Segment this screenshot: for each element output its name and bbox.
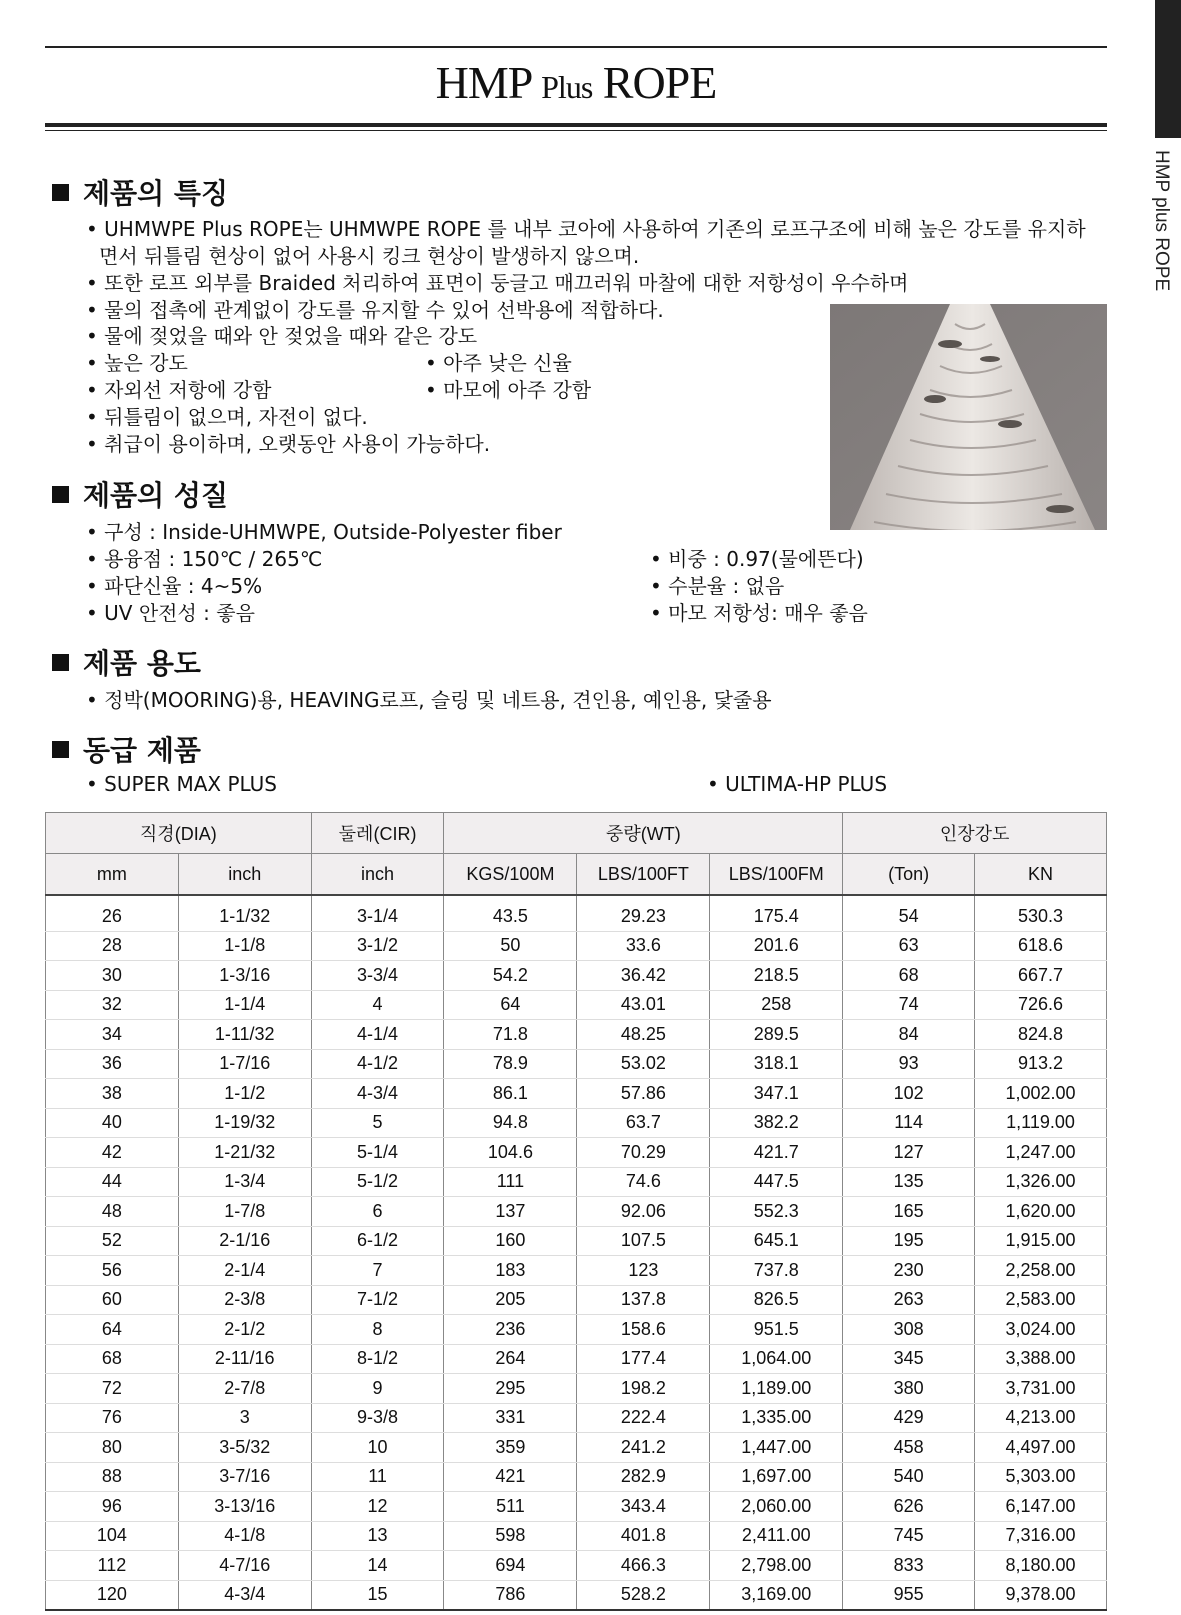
section-heading-equivalents — [52, 729, 201, 769]
table-cell: 726.6 — [975, 990, 1107, 1020]
table-cell: 15 — [311, 1580, 444, 1610]
table-cell: 4,213.00 — [975, 1403, 1107, 1433]
feature-line: • 아주 낮은 신율 — [425, 347, 572, 376]
table-row — [46, 1256, 1107, 1286]
features-heading-text: 제품의 특징 — [83, 177, 228, 210]
section-heading-properties — [52, 474, 228, 514]
table-cell: 833 — [843, 1551, 975, 1581]
side-label — [1150, 150, 1180, 310]
table-cell: 8,180.00 — [975, 1551, 1107, 1581]
table-cell: 2-11/16 — [178, 1344, 311, 1374]
title-rule-thick — [45, 123, 1107, 127]
table-cell: 54.2 — [444, 961, 577, 991]
table-cell: 86.1 — [444, 1079, 577, 1109]
table-cell: 382.2 — [710, 1108, 843, 1138]
table-cell: 2,583.00 — [975, 1285, 1107, 1315]
table-row — [46, 1285, 1107, 1315]
col-group-cir: 둘레(CIR) — [311, 813, 444, 854]
table-row — [46, 1138, 1107, 1168]
page-title — [45, 56, 1107, 109]
table-cell: 694 — [444, 1551, 577, 1581]
table-cell: 289.5 — [710, 1020, 843, 1050]
table-cell: 137 — [444, 1197, 577, 1227]
table-cell: 626 — [843, 1492, 975, 1522]
table-cell: 43.01 — [577, 990, 710, 1020]
equivalent-item: • SUPER MAX PLUS — [86, 772, 277, 796]
table-row — [46, 1226, 1107, 1256]
table-cell: 3-1/2 — [311, 931, 444, 961]
feature-line: • 물의 접촉에 관계없이 강도를 유지할 수 있어 선박용에 적합하다. — [86, 294, 664, 323]
table-cell: 667.7 — [975, 961, 1107, 991]
table-cell: 177.4 — [577, 1344, 710, 1374]
table-cell: 264 — [444, 1344, 577, 1374]
table-row — [46, 1403, 1107, 1433]
table-row — [46, 1108, 1107, 1138]
table-cell: 3,024.00 — [975, 1315, 1107, 1345]
table-cell: 78.9 — [444, 1049, 577, 1079]
table-cell: 230 — [843, 1256, 975, 1286]
table-cell: 241.2 — [577, 1433, 710, 1463]
table-body — [46, 895, 1107, 1610]
table-cell: 135 — [843, 1167, 975, 1197]
col-header: mm — [46, 854, 179, 896]
table-row — [46, 1374, 1107, 1404]
table-cell: 50 — [444, 931, 577, 961]
table-row — [46, 1492, 1107, 1522]
equivalent-item: • ULTIMA-HP PLUS — [707, 772, 887, 796]
table-cell: 70.29 — [577, 1138, 710, 1168]
table-cell: 114 — [843, 1108, 975, 1138]
table-cell: 137.8 — [577, 1285, 710, 1315]
title-rule-thin — [45, 130, 1107, 131]
table-cell: 1-7/8 — [178, 1197, 311, 1227]
table-cell: 42 — [46, 1138, 179, 1168]
table-cell: 645.1 — [710, 1226, 843, 1256]
table-cell: 401.8 — [577, 1521, 710, 1551]
table-cell: 913.2 — [975, 1049, 1107, 1079]
table-cell: 1-19/32 — [178, 1108, 311, 1138]
table-cell: 195 — [843, 1226, 975, 1256]
table-cell: 1-1/4 — [178, 990, 311, 1020]
table-cell: 511 — [444, 1492, 577, 1522]
table-cell: 104 — [46, 1521, 179, 1551]
table-cell: 183 — [444, 1256, 577, 1286]
table-cell: 552.3 — [710, 1197, 843, 1227]
table-cell: 28 — [46, 931, 179, 961]
rope-photo — [830, 304, 1107, 530]
table-cell: 4,497.00 — [975, 1433, 1107, 1463]
table-row — [46, 1433, 1107, 1463]
table-cell: 9,378.00 — [975, 1580, 1107, 1610]
property-line: • 구성 : Inside-UHMWPE, Outside-Polyester fiber — [86, 516, 562, 545]
table-cell: 72 — [46, 1374, 179, 1404]
table-cell: 466.3 — [577, 1551, 710, 1581]
table-cell: 5,303.00 — [975, 1462, 1107, 1492]
table-cell: 158.6 — [577, 1315, 710, 1345]
table-cell: 1,064.00 — [710, 1344, 843, 1374]
table-cell: 48 — [46, 1197, 179, 1227]
table-row — [46, 1580, 1107, 1610]
table-cell: 30 — [46, 961, 179, 991]
table-cell: 71.8 — [444, 1020, 577, 1050]
table-cell: 2-1/16 — [178, 1226, 311, 1256]
table-cell: 1-1/32 — [178, 895, 311, 931]
table-cell: 1-7/16 — [178, 1049, 311, 1079]
table-cell: 2,798.00 — [710, 1551, 843, 1581]
col-header: KGS/100M — [444, 854, 577, 896]
table-row — [46, 1344, 1107, 1374]
table-cell: 104.6 — [444, 1138, 577, 1168]
table-cell: 43.5 — [444, 895, 577, 931]
feature-line: • 또한 로프 외부를 Braided 처리하여 표면이 둥글고 매끄러워 마찰에 대한 저항성이 우수하며 — [86, 267, 908, 296]
table-cell: 4 — [311, 990, 444, 1020]
table-cell: 63 — [843, 931, 975, 961]
table-cell: 1-1/8 — [178, 931, 311, 961]
table-cell: 4-1/4 — [311, 1020, 444, 1050]
table-cell: 9 — [311, 1374, 444, 1404]
table-row — [46, 931, 1107, 961]
table-cell: 175.4 — [710, 895, 843, 931]
table-cell: 36.42 — [577, 961, 710, 991]
table-cell: 52 — [46, 1226, 179, 1256]
table-row — [46, 961, 1107, 991]
table-cell: 4-7/16 — [178, 1551, 311, 1581]
table-cell: 64 — [46, 1315, 179, 1345]
table-cell: 111 — [444, 1167, 577, 1197]
table-cell: 26 — [46, 895, 179, 931]
table-cell: 1-21/32 — [178, 1138, 311, 1168]
table-cell: 4-3/4 — [311, 1079, 444, 1109]
table-cell: 74.6 — [577, 1167, 710, 1197]
property-line: • UV 안전성 : 좋음 — [86, 597, 255, 626]
table-row — [46, 990, 1107, 1020]
table-cell: 421.7 — [710, 1138, 843, 1168]
table-cell: 5 — [311, 1108, 444, 1138]
table-cell: 92.06 — [577, 1197, 710, 1227]
table-cell: 11 — [311, 1462, 444, 1492]
table-row — [46, 1079, 1107, 1109]
table-cell: 7 — [311, 1256, 444, 1286]
table-cell: 68 — [843, 961, 975, 991]
table-cell: 258 — [710, 990, 843, 1020]
table-cell: 2,060.00 — [710, 1492, 843, 1522]
table-cell: 2,258.00 — [975, 1256, 1107, 1286]
table-cell: 160 — [444, 1226, 577, 1256]
table-cell: 48.25 — [577, 1020, 710, 1050]
table-cell: 222.4 — [577, 1403, 710, 1433]
table-row — [46, 1315, 1107, 1345]
table-cell: 57.86 — [577, 1079, 710, 1109]
table-cell: 308 — [843, 1315, 975, 1345]
table-cell: 598 — [444, 1521, 577, 1551]
table-cell: 745 — [843, 1521, 975, 1551]
table-cell: 3-5/32 — [178, 1433, 311, 1463]
table-cell: 84 — [843, 1020, 975, 1050]
table-cell: 955 — [843, 1580, 975, 1610]
table-cell: 3,731.00 — [975, 1374, 1107, 1404]
table-cell: 2-1/4 — [178, 1256, 311, 1286]
table-cell: 53.02 — [577, 1049, 710, 1079]
table-cell: 5-1/2 — [311, 1167, 444, 1197]
table-cell: 826.5 — [710, 1285, 843, 1315]
table-cell: 198.2 — [577, 1374, 710, 1404]
table-cell: 94.8 — [444, 1108, 577, 1138]
table-cell: 263 — [843, 1285, 975, 1315]
col-header: LBS/100FT — [577, 854, 710, 896]
equivalents-heading-text: 동급 제품 — [83, 734, 201, 767]
col-group-wt: 중량(WT) — [444, 813, 843, 854]
table-cell: 2-1/2 — [178, 1315, 311, 1345]
rope-photo-graphic — [830, 304, 1107, 530]
table-cell: 2-7/8 — [178, 1374, 311, 1404]
table-group-header-row — [46, 813, 1107, 854]
feature-line: • 뒤틀림이 없으며, 자전이 없다. — [86, 401, 368, 430]
square-bullet-icon — [52, 486, 69, 503]
table-cell: 1,915.00 — [975, 1226, 1107, 1256]
table-cell: 1,326.00 — [975, 1167, 1107, 1197]
table-row — [46, 1049, 1107, 1079]
property-line: • 비중 : 0.97(물에뜬다) — [650, 543, 864, 572]
table-cell: 458 — [843, 1433, 975, 1463]
table-cell: 6-1/2 — [311, 1226, 444, 1256]
usage-heading-text: 제품 용도 — [83, 647, 201, 680]
table-cell: 347.1 — [710, 1079, 843, 1109]
table-cell: 120 — [46, 1580, 179, 1610]
title-plus: Plus — [541, 69, 593, 105]
table-cell: 1,189.00 — [710, 1374, 843, 1404]
table-cell: 1-3/16 — [178, 961, 311, 991]
property-line: • 파단신율 : 4~5% — [86, 570, 262, 599]
spec-table — [45, 812, 1107, 1611]
table-cell: 33.6 — [577, 931, 710, 961]
properties-heading-text: 제품의 성질 — [83, 479, 228, 512]
table-cell: 618.6 — [975, 931, 1107, 961]
table-cell: 540 — [843, 1462, 975, 1492]
table-cell: 96 — [46, 1492, 179, 1522]
table-row — [46, 895, 1107, 931]
table-cell: 36 — [46, 1049, 179, 1079]
table-cell: 127 — [843, 1138, 975, 1168]
table-cell: 201.6 — [710, 931, 843, 961]
table-cell: 9-3/8 — [311, 1403, 444, 1433]
table-row — [46, 1551, 1107, 1581]
table-cell: 80 — [46, 1433, 179, 1463]
table-cell: 359 — [444, 1433, 577, 1463]
table-cell: 14 — [311, 1551, 444, 1581]
col-header: inch — [178, 854, 311, 896]
title-rope: ROPE — [602, 57, 717, 108]
table-cell: 8 — [311, 1315, 444, 1345]
table-cell: 6 — [311, 1197, 444, 1227]
square-bullet-icon — [52, 184, 69, 201]
table-cell: 74 — [843, 990, 975, 1020]
table-row — [46, 1197, 1107, 1227]
table-cell: 331 — [444, 1403, 577, 1433]
table-cell: 112 — [46, 1551, 179, 1581]
section-heading-features — [52, 172, 228, 212]
table-cell: 5-1/4 — [311, 1138, 444, 1168]
feature-line: • 자외선 저항에 강함 — [86, 374, 271, 403]
property-line: • 마모 저항성: 매우 좋음 — [650, 597, 868, 626]
table-cell: 1-1/2 — [178, 1079, 311, 1109]
table-cell: 93 — [843, 1049, 975, 1079]
table-cell: 530.3 — [975, 895, 1107, 931]
col-header: inch — [311, 854, 444, 896]
feature-line: • 마모에 아주 강함 — [425, 374, 591, 403]
table-cell: 40 — [46, 1108, 179, 1138]
table-cell: 1-11/32 — [178, 1020, 311, 1050]
table-cell: 8-1/2 — [311, 1344, 444, 1374]
table-cell: 380 — [843, 1374, 975, 1404]
side-label-text: HMP plus ROPE — [1151, 150, 1172, 292]
table-sub-header-row — [46, 854, 1107, 896]
col-header: (Ton) — [843, 854, 975, 896]
section-heading-usage — [52, 642, 201, 682]
table-cell: 786 — [444, 1580, 577, 1610]
table-cell: 32 — [46, 990, 179, 1020]
table-cell: 12 — [311, 1492, 444, 1522]
property-line: • 수분율 : 없음 — [650, 570, 784, 599]
table-cell: 295 — [444, 1374, 577, 1404]
side-tab-marker — [1155, 0, 1181, 138]
table-cell: 345 — [843, 1344, 975, 1374]
col-group-strength: 인장강도 — [843, 813, 1107, 854]
table-cell: 447.5 — [710, 1167, 843, 1197]
table-cell: 63.7 — [577, 1108, 710, 1138]
table-cell: 68 — [46, 1344, 179, 1374]
table-cell: 824.8 — [975, 1020, 1107, 1050]
table-cell: 1,119.00 — [975, 1108, 1107, 1138]
table-cell: 1,447.00 — [710, 1433, 843, 1463]
feature-line: • 물에 젖었을 때와 안 젖었을 때와 같은 강도 — [86, 320, 477, 349]
top-rule — [45, 46, 1107, 48]
table-cell: 4-3/4 — [178, 1580, 311, 1610]
table-cell: 10 — [311, 1433, 444, 1463]
table-cell: 528.2 — [577, 1580, 710, 1610]
table-cell: 6,147.00 — [975, 1492, 1107, 1522]
table-row — [46, 1521, 1107, 1551]
table-cell: 343.4 — [577, 1492, 710, 1522]
property-line: • 용융점 : 150℃ / 265℃ — [86, 543, 322, 572]
feature-line: • UHMWPE Plus ROPE는 UHMWPE ROPE 를 내부 코아에 사용하여 기존의 로프구조에 비해 높은 강도를 유지하 — [86, 213, 1086, 242]
table-cell: 4-1/8 — [178, 1521, 311, 1551]
table-cell: 88 — [46, 1462, 179, 1492]
table-cell: 236 — [444, 1315, 577, 1345]
table-cell: 56 — [46, 1256, 179, 1286]
feature-line: 면서 뒤틀림 현상이 없어 사용시 킹크 현상이 발생하지 않으며. — [99, 244, 640, 268]
table-cell: 2-3/8 — [178, 1285, 311, 1315]
table-cell: 44 — [46, 1167, 179, 1197]
table-cell: 4-1/2 — [311, 1049, 444, 1079]
table-cell: 7,316.00 — [975, 1521, 1107, 1551]
usage-line: • 정박(MOORING)용, HEAVING로프, 슬링 및 네트용, 견인용, 예인용, 닻줄용 — [86, 684, 772, 713]
col-group-dia: 직경(DIA) — [46, 813, 312, 854]
title-hmp: HMP — [435, 57, 531, 108]
table-cell: 1,247.00 — [975, 1138, 1107, 1168]
table-row — [46, 1167, 1107, 1197]
table-cell: 3-7/16 — [178, 1462, 311, 1492]
col-header: LBS/100FM — [710, 854, 843, 896]
table-cell: 64 — [444, 990, 577, 1020]
table-cell: 3-13/16 — [178, 1492, 311, 1522]
square-bullet-icon — [52, 741, 69, 758]
feature-line: • 취급이 용이하며, 오랫동안 사용이 가능하다. — [86, 428, 490, 457]
table-cell: 107.5 — [577, 1226, 710, 1256]
table-cell: 218.5 — [710, 961, 843, 991]
table-cell: 951.5 — [710, 1315, 843, 1345]
feature-line: • 높은 강도 — [86, 347, 188, 376]
table-cell: 123 — [577, 1256, 710, 1286]
table-cell: 3-3/4 — [311, 961, 444, 991]
table-cell: 421 — [444, 1462, 577, 1492]
table-cell: 1,697.00 — [710, 1462, 843, 1492]
table-cell: 102 — [843, 1079, 975, 1109]
table-cell: 1,335.00 — [710, 1403, 843, 1433]
table-cell: 429 — [843, 1403, 975, 1433]
table-cell: 3-1/4 — [311, 895, 444, 931]
square-bullet-icon — [52, 654, 69, 671]
table-cell: 7-1/2 — [311, 1285, 444, 1315]
table-cell: 3,169.00 — [710, 1580, 843, 1610]
table-cell: 13 — [311, 1521, 444, 1551]
table-cell: 318.1 — [710, 1049, 843, 1079]
table-cell: 38 — [46, 1079, 179, 1109]
table-cell: 1-3/4 — [178, 1167, 311, 1197]
table-cell: 1,620.00 — [975, 1197, 1107, 1227]
col-header: KN — [975, 854, 1107, 896]
table-cell: 205 — [444, 1285, 577, 1315]
table-cell: 737.8 — [710, 1256, 843, 1286]
table-cell: 3,388.00 — [975, 1344, 1107, 1374]
table-row — [46, 1020, 1107, 1050]
table-cell: 2,411.00 — [710, 1521, 843, 1551]
table-cell: 165 — [843, 1197, 975, 1227]
table-cell: 60 — [46, 1285, 179, 1315]
table-cell: 54 — [843, 895, 975, 931]
table-cell: 1,002.00 — [975, 1079, 1107, 1109]
table-row — [46, 1462, 1107, 1492]
table-cell: 29.23 — [577, 895, 710, 931]
table-cell: 34 — [46, 1020, 179, 1050]
table-cell: 3 — [178, 1403, 311, 1433]
table-cell: 76 — [46, 1403, 179, 1433]
table-cell: 282.9 — [577, 1462, 710, 1492]
